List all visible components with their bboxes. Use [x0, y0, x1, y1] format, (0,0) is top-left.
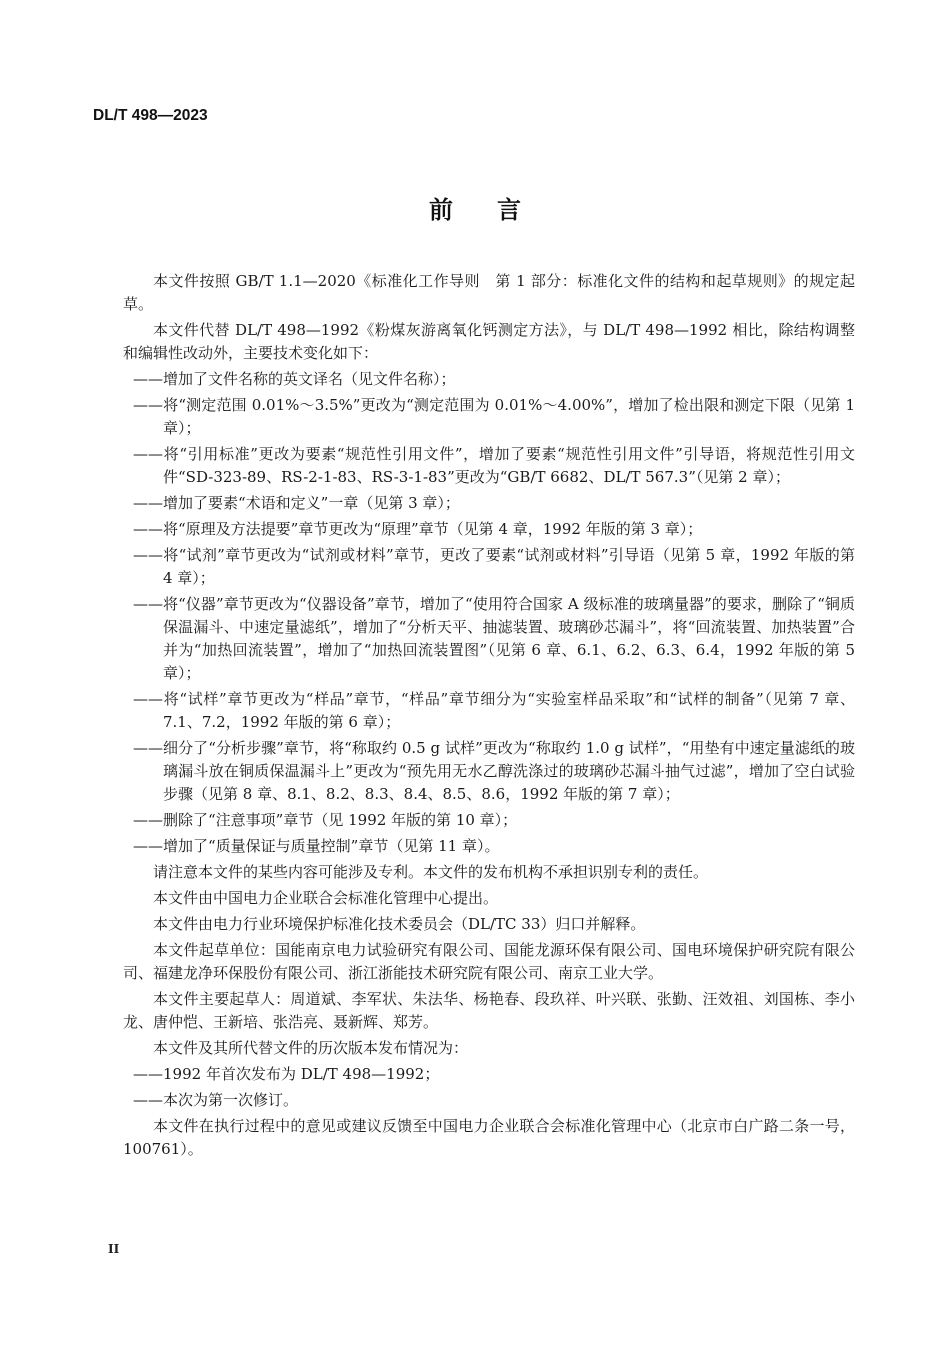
change-item: ——将“试剂”章节更改为“试剂或材料”章节，更改了要素“试剂或材料”引导语（见第 5 章，1992 年版的第 4 章）；: [133, 546, 855, 587]
patent-statement: 请注意本文件的某些内容可能涉及专利。本文件的发布机构不承担识别专利的责任。: [153, 863, 709, 881]
foreword-body: [123, 270, 855, 1164]
page-number: II: [108, 1242, 120, 1256]
drafting-basis-paragraph: 本文件按照 GB/T 1.1—2020《标准化工作导则 第 1 部分：标准化文件的结构和起草规则》的规定起草。: [123, 272, 855, 313]
committee-statement: 本文件由电力行业环境保护标准化技术委员会（DL/TC 33）归口并解释。: [153, 915, 646, 933]
change-item: ——将“原理及方法提要”章节更改为“原理”章节（见第 4 章，1992 年版的第 3 章）；: [133, 520, 703, 538]
history-item: ——本次为第一次修订。: [133, 1091, 299, 1109]
history-item: ——1992 年首次发布为 DL/T 498—1992；: [133, 1065, 440, 1083]
proposer-statement: 本文件由中国电力企业联合会标准化管理中心提出。: [153, 889, 499, 907]
page-title: 前言: [429, 196, 565, 224]
change-item: ——删除了“注意事项”章节（见 1992 年版的第 10 章）；: [133, 811, 518, 829]
standard-code: DL/T 498—2023: [93, 107, 208, 124]
change-item: ——增加了文件名称的英文译名（见文件名称）；: [133, 370, 456, 388]
change-item: ——将“测定范围 0.01%～3.5%”更改为“测定范围为 0.01%～4.00%”，增加了检出限和测定下限（见第 1 章）；: [133, 396, 855, 437]
history-intro: 本文件及其所代替文件的历次版本发布情况为：: [153, 1039, 469, 1057]
change-item: ——细分了“分析步骤”章节，将“称取约 0.5 g 试样”更改为“称取约 1.0 g 试样”，“用垫有中速定量滤纸的玻璃漏斗放在铜质保温漏斗上”更改为“预先用无水乙醇洗涤过的玻璃砂芯漏斗抽气过滤”，增加了空白试验步骤（见第 8 章、8.1、8.2、8.3、8.4、8.5、8.6，1992 年版的第 7 章）；: [133, 739, 855, 803]
change-item: ——增加了“质量保证与质量控制”章节（见第 11 章）。: [133, 837, 500, 855]
replacement-paragraph: 本文件代替 DL/T 498—1992《粉煤灰游离氧化钙测定方法》，与 DL/T 498—1992 相比，除结构调整和编辑性改动外，主要技术变化如下：: [123, 321, 855, 362]
change-item: ——将“仪器”章节更改为“仪器设备”章节，增加了“使用符合国家 A 级标准的玻璃量器”的要求，删除了“铜质保温漏斗、中速定量滤纸”，增加了“分析天平、抽滤装置、玻璃砂芯漏斗”，将“回流装置、加热装置”合并为“加热回流装置”，增加了“加热回流装置图”（见第 6 章、6.1、6.2、6.3、6.4，1992 年版的第 5 章）；: [133, 595, 855, 682]
change-item: ——增加了要素“术语和定义”一章（见第 3 章）；: [133, 494, 460, 512]
change-item: ——将“引用标准”更改为要素“规范性引用文件”，增加了要素“规范性引用文件”引导语，将规范性引用文件“SD-323-89、RS-2-1-83、RS-3-1-83”更改为“GB/T 6682、DL/T 567.3”（见第 2 章）；: [133, 445, 855, 486]
change-item: ——将“试样”章节更改为“样品”章节，“样品”章节细分为“实验室样品采取”和“试样的制备”（见第 7 章、7.1、7.2，1992 年版的第 6 章）；: [133, 690, 855, 731]
feedback-paragraph: 本文件在执行过程中的意见或建议反馈至中国电力企业联合会标准化管理中心（北京市白广路二条一号，100761）。: [123, 1117, 855, 1158]
drafting-units: 本文件起草单位：国能南京电力试验研究有限公司、国能龙源环保有限公司、国电环境保护研究院有限公司、福建龙净环保股份有限公司、浙江浙能技术研究院有限公司、南京工业大学。: [123, 941, 855, 982]
main-drafters: 本文件主要起草人：周道斌、李军状、朱法华、杨艳春、段玖祥、叶兴联、张勤、汪效祖、刘国栋、李小龙、唐仲恺、王新培、张浩亮、聂新辉、郑芳。: [123, 990, 855, 1031]
